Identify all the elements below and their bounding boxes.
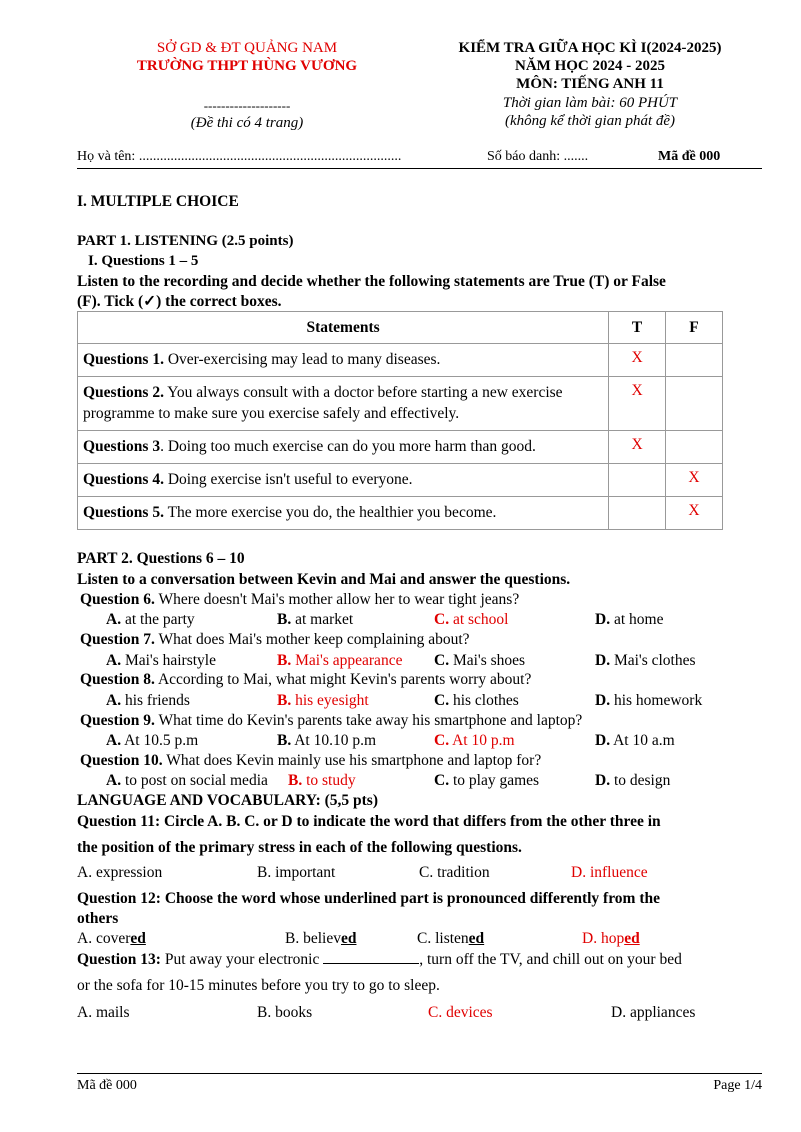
option-text: at the party xyxy=(121,611,195,628)
question-text-cont: , turn off the TV, and chill out on your bed xyxy=(419,951,682,968)
footer-page-number: Page 1/4 xyxy=(713,1078,762,1093)
subject: MÔN: TIẾNG ANH 11 xyxy=(516,76,664,92)
option-text: his friends xyxy=(121,692,190,709)
header-dashes: -------------------- xyxy=(203,98,291,113)
option-text: at home xyxy=(610,611,664,628)
underlined-part: ed xyxy=(468,930,485,947)
false-checkbox[interactable] xyxy=(666,344,723,377)
header-dept: SỞ GD & ĐT QUẢNG NAM xyxy=(156,40,338,56)
option-key: A. xyxy=(106,772,122,789)
q12-option-b[interactable] xyxy=(285,930,356,948)
table-header-row xyxy=(78,312,723,344)
q12-option-a[interactable] xyxy=(77,930,146,948)
option-c[interactable] xyxy=(434,692,519,710)
option-stem: D. hop xyxy=(582,930,625,947)
option-key: C. xyxy=(434,692,450,709)
option-a[interactable] xyxy=(106,692,190,710)
question-13-line1 xyxy=(77,950,682,969)
statement-cell xyxy=(78,431,609,464)
q12-option-c[interactable] xyxy=(417,930,484,948)
option-stem: A. cover xyxy=(77,930,131,947)
option-text: At 10.10 p.m xyxy=(291,732,377,749)
option-text: At 10.5 p.m xyxy=(121,732,199,749)
option-key: D. xyxy=(595,652,611,669)
false-checkbox[interactable]: X xyxy=(666,497,723,530)
option-stem: B. believ xyxy=(285,930,341,947)
question-text: What does Kevin mainly use his smartphone and laptop for? xyxy=(162,752,542,769)
option-key: B. xyxy=(277,652,292,669)
false-checkbox[interactable] xyxy=(666,431,723,464)
option-text: Mai's hairstyle xyxy=(121,652,216,669)
statement-cell xyxy=(78,344,609,377)
question-text: What does Mai's mother keep complaining about? xyxy=(154,631,470,648)
statement-cell xyxy=(78,377,609,431)
option-d[interactable] xyxy=(595,772,670,790)
option-key: A. xyxy=(106,611,122,628)
language-section-title: LANGUAGE AND VOCABULARY: (5,5 pts) xyxy=(77,792,378,809)
option-d[interactable] xyxy=(595,732,675,750)
option-key: D. xyxy=(595,611,611,628)
table-row xyxy=(78,431,723,464)
statement-cell xyxy=(78,464,609,497)
duration: Thời gian làm bài: 60 PHÚT xyxy=(502,95,678,111)
table-row xyxy=(78,464,723,497)
option-b-correct[interactable] xyxy=(277,652,402,670)
statements-table xyxy=(77,311,723,530)
question-label: Question 13: xyxy=(77,951,161,968)
option-key: C. xyxy=(434,772,450,789)
q11-option-d-correct[interactable]: D. influence xyxy=(571,864,648,881)
option-text: At 10 p.m xyxy=(449,732,515,749)
question-8 xyxy=(80,671,531,689)
part2-title: PART 2. Questions 6 – 10 xyxy=(77,550,245,567)
option-key: A. xyxy=(106,692,122,709)
option-key: A. xyxy=(106,732,122,749)
part1-title: PART 1. LISTENING (2.5 points) xyxy=(77,233,294,249)
question-10 xyxy=(80,752,541,770)
exam-code: Mã đề 000 xyxy=(658,149,721,164)
question-text: What time do Kevin's parents take away his smartphone and laptop? xyxy=(154,712,583,729)
q11-option-a[interactable]: A. expression xyxy=(77,864,163,881)
question-label: Question 6. xyxy=(80,591,155,608)
statement-number: Questions 1. xyxy=(83,351,164,368)
option-text: his eyesight xyxy=(291,692,369,709)
option-a[interactable] xyxy=(106,652,216,670)
header-pages-note: (Đề thi có 4 trang) xyxy=(190,115,304,131)
option-a[interactable] xyxy=(106,772,268,790)
question-11-line1 xyxy=(77,813,661,831)
option-text: to play games xyxy=(449,772,540,789)
option-text: his homework xyxy=(610,692,703,709)
question-12-line2: others xyxy=(77,910,119,927)
option-b[interactable] xyxy=(277,732,376,750)
option-key: B. xyxy=(288,772,303,789)
question-6 xyxy=(80,591,519,609)
table-row xyxy=(78,377,723,431)
option-text: Mai's clothes xyxy=(610,652,696,669)
option-text: at school xyxy=(449,611,509,628)
answer-blank[interactable] xyxy=(323,950,419,964)
option-text: At 10 a.m xyxy=(610,732,675,749)
option-key: C. xyxy=(434,732,450,749)
statement-cell xyxy=(78,497,609,530)
statement-text: Doing exercise isn't useful to everyone. xyxy=(163,471,413,488)
option-b-correct[interactable] xyxy=(277,692,369,710)
option-c[interactable] xyxy=(434,652,525,670)
option-text: to study xyxy=(302,772,356,789)
q11-option-b[interactable]: B. important xyxy=(257,864,336,881)
option-key: A. xyxy=(106,652,122,669)
true-checkbox[interactable]: X xyxy=(609,377,666,431)
option-b-correct[interactable] xyxy=(288,772,356,790)
option-key: C. xyxy=(434,652,450,669)
option-c[interactable] xyxy=(434,772,539,790)
part1-instruction-line2: (F). Tick (✓) the correct boxes. xyxy=(77,293,282,310)
option-c-correct[interactable] xyxy=(434,611,508,629)
question-12-line1: Question 12: Choose the word whose underlined part is pronounced differently from the xyxy=(77,890,660,907)
question-label: Question 8. xyxy=(80,671,155,688)
header-statements: Statements xyxy=(78,312,609,344)
option-b[interactable] xyxy=(277,611,353,629)
school-year: NĂM HỌC 2024 - 2025 xyxy=(515,58,665,74)
statement-text: . Doing too much exercise can do you more harm than good. xyxy=(160,438,536,455)
statement-number: Questions 2. xyxy=(83,384,164,401)
option-stem: C. listen xyxy=(417,930,469,947)
option-key: B. xyxy=(277,611,292,628)
section-title: I. MULTIPLE CHOICE xyxy=(77,193,239,210)
exam-title: KIỂM TRA GIỮA HỌC KÌ I(2024-2025) xyxy=(458,40,722,56)
option-d[interactable] xyxy=(595,652,696,670)
header-divider xyxy=(77,168,762,169)
false-checkbox[interactable]: X xyxy=(666,464,723,497)
option-key: D. xyxy=(595,772,611,789)
true-checkbox[interactable]: X xyxy=(609,344,666,377)
question-7 xyxy=(80,631,470,649)
option-d[interactable] xyxy=(595,611,663,629)
option-key: B. xyxy=(277,732,292,749)
question-text: Where doesn't Mai's mother allow her to wear tight jeans? xyxy=(154,591,520,608)
header-school: TRƯỜNG THPT HÙNG VƯƠNG xyxy=(136,58,358,74)
statement-number: Questions 5. xyxy=(83,504,164,521)
footer-divider xyxy=(77,1073,762,1074)
duration-note: (không kể thời gian phát đề) xyxy=(504,113,676,129)
statement-number: Questions 4. xyxy=(83,471,164,488)
question-label: Question 7. xyxy=(80,631,155,648)
option-d[interactable] xyxy=(595,692,702,710)
q13-option-b[interactable]: B. books xyxy=(257,1004,313,1021)
statement-number: Questions 3 xyxy=(83,438,161,455)
true-checkbox[interactable]: X xyxy=(609,431,666,464)
header-true: T xyxy=(609,312,666,344)
option-key: B. xyxy=(277,692,292,709)
q11-option-c[interactable]: C. tradition xyxy=(419,864,490,881)
part2-instruction: Listen to a conversation between Kevin and Mai and answer the questions. xyxy=(77,571,571,588)
option-key: D. xyxy=(595,732,611,749)
name-field-label: Họ và tên: ........................................................................... xyxy=(77,149,402,164)
question-13-line2: or the sofa for 10-15 minutes before you try to go to sleep. xyxy=(77,977,440,994)
statement-text: Over-exercising may lead to many diseases. xyxy=(163,351,441,368)
part1-sub: I. Questions 1 – 5 xyxy=(88,253,199,269)
true-checkbox[interactable] xyxy=(609,497,666,530)
question-11-line2: the position of the primary stress in each of the following questions. xyxy=(77,839,522,856)
sbd-field-label: Số báo danh: ....... xyxy=(487,149,589,164)
question-text: : Circle A. B. C. or D to indicate the word that differs from the other three in xyxy=(154,813,661,830)
option-text: his clothes xyxy=(449,692,519,709)
option-text: to post on social media xyxy=(121,772,268,789)
q12-option-d-correct[interactable] xyxy=(582,930,640,948)
underlined-part: ed xyxy=(340,930,357,947)
q13-option-d[interactable]: D. appliances xyxy=(611,1004,696,1021)
option-text: at market xyxy=(291,611,354,628)
footer-exam-code: Mã đề 000 xyxy=(77,1078,137,1093)
option-key: C. xyxy=(434,611,450,628)
question-text: According to Mai, what might Kevin's parents worry about? xyxy=(154,671,532,688)
question-text: Put away your electronic xyxy=(160,951,324,968)
question-9 xyxy=(80,712,582,730)
underlined-part: ed xyxy=(624,930,640,947)
question-label: Question 11 xyxy=(77,813,155,830)
header-false: F xyxy=(666,312,723,344)
option-text: to design xyxy=(610,772,671,789)
option-text: Mai's shoes xyxy=(449,652,526,669)
true-checkbox[interactable] xyxy=(609,464,666,497)
question-label: Question 9. xyxy=(80,712,155,729)
part1-instruction-line1: Listen to the recording and decide whether the following statements are True (T) or False xyxy=(77,273,666,290)
option-c-correct[interactable] xyxy=(434,732,515,750)
option-text: Mai's appearance xyxy=(291,652,403,669)
false-checkbox[interactable] xyxy=(666,377,723,431)
statement-text: You always consult with a doctor before starting a new exercise programme to make sure you exercise safely and effectively. xyxy=(83,384,563,422)
underlined-part: ed xyxy=(130,930,146,947)
q13-option-c-correct[interactable]: C. devices xyxy=(428,1004,493,1021)
question-label: Question 10. xyxy=(80,752,163,769)
table-row xyxy=(78,497,723,530)
q13-option-a[interactable]: A. mails xyxy=(77,1004,130,1021)
option-a[interactable] xyxy=(106,732,198,750)
statement-text: The more exercise you do, the healthier you become. xyxy=(163,504,497,521)
table-row xyxy=(78,344,723,377)
option-key: D. xyxy=(595,692,611,709)
option-a[interactable] xyxy=(106,611,195,629)
